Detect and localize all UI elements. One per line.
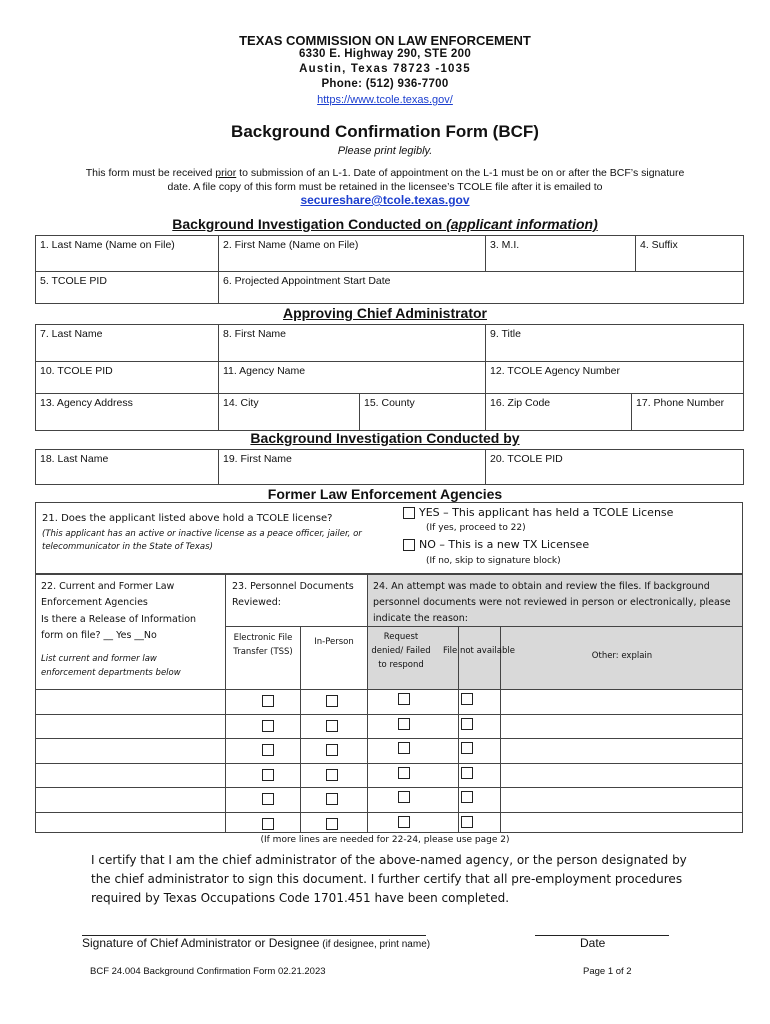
q22-label: 22. Current and Former Law Enforcement Agencies bbox=[41, 581, 175, 608]
other-explain-cell[interactable] bbox=[501, 787, 743, 812]
agency-row bbox=[36, 689, 743, 714]
inperson-checkbox[interactable] bbox=[326, 720, 338, 732]
file-not-available-checkbox[interactable] bbox=[461, 718, 473, 730]
field-investigator-pid[interactable]: 20. TCOLE PID bbox=[486, 450, 744, 485]
yes-checkbox[interactable] bbox=[403, 507, 415, 519]
q21-box bbox=[35, 502, 743, 574]
no-note: (If no, skip to signature block) bbox=[426, 556, 561, 566]
more-lines-note: (If more lines are needed for 22-24, please use page 2) bbox=[260, 835, 510, 845]
section-applicant-title: Background Investigation Conducted on (applicant information) bbox=[172, 216, 598, 232]
agency-name-cell[interactable] bbox=[36, 763, 225, 788]
field-agency-address[interactable]: 13. Agency Address bbox=[36, 394, 219, 431]
field-tcole-pid[interactable]: 5. TCOLE PID bbox=[36, 272, 219, 304]
chief-table bbox=[35, 324, 744, 431]
inperson-checkbox[interactable] bbox=[326, 695, 338, 707]
field-mi[interactable]: 3. M.I. bbox=[486, 236, 636, 272]
inperson-checkbox[interactable] bbox=[326, 769, 338, 781]
no-checkbox[interactable] bbox=[403, 539, 415, 551]
file-not-available-checkbox[interactable] bbox=[461, 816, 473, 828]
no-label: NO – This is a new TX Licensee bbox=[419, 538, 590, 551]
field-chief-title[interactable]: 9. Title bbox=[486, 325, 744, 362]
field-investigator-last-name[interactable]: 18. Last Name bbox=[36, 450, 219, 485]
footer-page: Page 1 of 2 bbox=[583, 966, 632, 977]
other-explain-cell[interactable] bbox=[501, 812, 743, 837]
file-not-available-checkbox[interactable] bbox=[461, 767, 473, 779]
other-explain-cell[interactable] bbox=[501, 763, 743, 788]
applicant-table bbox=[35, 235, 744, 304]
field-suffix[interactable]: 4. Suffix bbox=[636, 236, 744, 272]
electronic-checkbox[interactable] bbox=[262, 744, 274, 756]
agency-row bbox=[36, 787, 743, 812]
field-agency-name[interactable]: 11. Agency Name bbox=[219, 362, 486, 394]
footer-form-id: BCF 24.004 Background Confirmation Form 02.21.2023 bbox=[90, 966, 326, 977]
request-denied-checkbox[interactable] bbox=[398, 816, 410, 828]
agency-phone: Phone: (512) 936-7700 bbox=[321, 78, 449, 90]
field-county[interactable]: 15. County bbox=[360, 394, 486, 431]
q21-note: (This applicant has an active or inactive license as a peace officer, jailer, or telecommunicator in the State of Texas) bbox=[42, 529, 362, 552]
agency-name-cell[interactable] bbox=[36, 812, 225, 837]
yes-note: (If yes, proceed to 22) bbox=[426, 523, 526, 533]
field-zip[interactable]: 16. Zip Code bbox=[486, 394, 632, 431]
field-agency-number[interactable]: 12. TCOLE Agency Number bbox=[486, 362, 744, 394]
agencies-grid bbox=[35, 574, 743, 833]
col-inperson: In-Person bbox=[314, 637, 354, 647]
form-title: Background Confirmation Form (BCF) bbox=[231, 122, 539, 141]
electronic-checkbox[interactable] bbox=[262, 818, 274, 830]
request-denied-checkbox[interactable] bbox=[398, 742, 410, 754]
section-investigator-title: Background Investigation Conducted by bbox=[250, 430, 520, 446]
other-explain-cell[interactable] bbox=[501, 689, 743, 714]
signature-label: Signature of Chief Administrator or Designee (if designee, print name) bbox=[82, 936, 431, 950]
file-not-available-checkbox[interactable] bbox=[461, 791, 473, 803]
q22-release: Is there a Release of Information form on file? __ Yes __No bbox=[41, 614, 197, 641]
other-explain-cell[interactable] bbox=[501, 738, 743, 763]
inperson-checkbox[interactable] bbox=[326, 744, 338, 756]
field-chief-last-name[interactable]: 7. Last Name bbox=[36, 325, 219, 362]
yes-label: YES – This applicant has held a TCOLE License bbox=[419, 506, 674, 519]
request-denied-checkbox[interactable] bbox=[398, 791, 410, 803]
q21-question: 21. Does the applicant listed above hold a TCOLE license? bbox=[42, 513, 333, 524]
agency-row bbox=[36, 812, 743, 837]
agency-address-line1: 6330 E. Highway 290, STE 200 bbox=[298, 48, 472, 60]
q23-label: 23. Personnel Documents Reviewed: bbox=[232, 581, 354, 608]
file-not-available-checkbox[interactable] bbox=[461, 693, 473, 705]
email-link[interactable]: secureshare@tcole.texas.gov bbox=[300, 193, 470, 207]
q22-note: List current and former law enforcement departments below bbox=[41, 654, 181, 678]
request-denied-checkbox[interactable] bbox=[398, 693, 410, 705]
electronic-checkbox[interactable] bbox=[262, 695, 274, 707]
certify-text: I certify that I am the chief administrator of the above-named agency, or the person designated by the chief administrator to sign this document. I further certify that all pre-employment procedures required by Texas Occupations Code 1701.451 have been completed. bbox=[91, 853, 687, 905]
agency-address-line2: Austin, Texas 78723 -1035 bbox=[299, 63, 471, 75]
form-subtitle: Please print legibly. bbox=[337, 145, 433, 157]
section-chief-title: Approving Chief Administrator bbox=[282, 305, 488, 321]
date-label: Date bbox=[580, 936, 606, 950]
q24-label: 24. An attempt was made to obtain and review the files. If background personnel documents were not reviewed in person or electronically, please indicate the reason: bbox=[373, 581, 731, 624]
col-other: Other: explain bbox=[591, 651, 653, 661]
col-electronic: Electronic File Transfer (TSS) bbox=[233, 633, 293, 657]
field-first-name[interactable]: 2. First Name (Name on File) bbox=[219, 236, 486, 272]
field-last-name[interactable]: 1. Last Name (Name on File) bbox=[36, 236, 219, 272]
electronic-checkbox[interactable] bbox=[262, 720, 274, 732]
agency-name-cell[interactable] bbox=[36, 689, 225, 714]
col-request-denied: Request denied/ Failed to respond bbox=[371, 632, 431, 670]
inperson-checkbox[interactable] bbox=[326, 818, 338, 830]
agency-name-cell[interactable] bbox=[36, 714, 225, 739]
request-denied-checkbox[interactable] bbox=[398, 767, 410, 779]
field-city[interactable]: 14. City bbox=[219, 394, 360, 431]
agency-website-link[interactable]: https://www.tcole.texas.gov/ bbox=[317, 94, 453, 106]
section-former-agencies-title: Former Law Enforcement Agencies bbox=[267, 486, 503, 502]
investigator-table bbox=[35, 449, 744, 485]
form-intro: This form must be received prior to submission of an L-1. Date of appointment on the L-1 must be on or after the BCF’s signature date. A file copy of this form must be retained in the licensee’s TCOLE file after it is emailed to bbox=[85, 167, 685, 193]
electronic-checkbox[interactable] bbox=[262, 793, 274, 805]
other-explain-cell[interactable] bbox=[501, 714, 743, 739]
field-start-date[interactable]: 6. Projected Appointment Start Date bbox=[219, 272, 744, 304]
field-chief-tcole-pid[interactable]: 10. TCOLE PID bbox=[36, 362, 219, 394]
agency-row bbox=[36, 763, 743, 788]
agency-name: TEXAS COMMISSION ON LAW ENFORCEMENT bbox=[239, 33, 531, 48]
file-not-available-checkbox[interactable] bbox=[461, 742, 473, 754]
agency-row bbox=[36, 714, 743, 739]
electronic-checkbox[interactable] bbox=[262, 769, 274, 781]
col-file-not-available: File not available bbox=[443, 646, 515, 656]
agency-name-cell[interactable] bbox=[36, 787, 225, 812]
request-denied-checkbox[interactable] bbox=[398, 718, 410, 730]
field-chief-first-name[interactable]: 8. First Name bbox=[219, 325, 486, 362]
agency-name-cell[interactable] bbox=[36, 738, 225, 763]
agency-row bbox=[36, 738, 743, 763]
inperson-checkbox[interactable] bbox=[326, 793, 338, 805]
field-phone[interactable]: 17. Phone Number bbox=[632, 394, 744, 431]
field-investigator-first-name[interactable]: 19. First Name bbox=[219, 450, 486, 485]
